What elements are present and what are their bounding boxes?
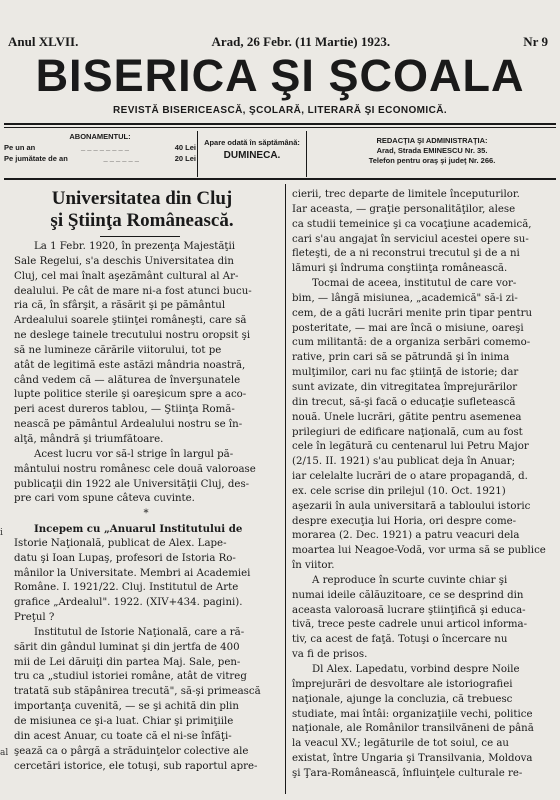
article-line: tratată sub stăpânirea trecută", să-şi primească xyxy=(14,686,261,698)
article-title xyxy=(12,188,272,232)
article-line: lupte politice sterile şi oareşicum spre a aco- xyxy=(14,389,247,401)
editorial-phone: Telefon pentru oraş şi judeţ Nr. 266. xyxy=(368,156,496,165)
article-line: fleteşti, de a ni reconstrui trecutul şi de a ni xyxy=(292,248,520,260)
article-line: aşezarii în aula universitară a tabloului istoric xyxy=(292,500,531,512)
article-line: rative, prin cari să se pătrundă şi în inima xyxy=(292,352,510,364)
article-right-column xyxy=(292,188,554,782)
article-left-column xyxy=(14,240,278,774)
article-line: datu şi Ioan Lupaş, profesori de Istoria Ro- xyxy=(14,552,236,564)
box-divider-right xyxy=(306,131,307,177)
header-rule-top xyxy=(4,123,556,125)
article-line: ria că, în sfârşit, a răsărit şi pe pământul xyxy=(14,300,226,312)
margin-mark: i xyxy=(0,528,3,538)
article-title-line1: Universitatea din Cluj xyxy=(51,188,233,209)
article-line: cierii, trec departe de limitele începuturilor. xyxy=(292,189,520,200)
subscription-dots: _ _ _ _ _ _ _ _ xyxy=(81,143,129,152)
masthead-subtitle: REVISTĂ BISERICEASCĂ, ŞCOLARĂ, LITERARĂ ŞI ECONOMICĂ. xyxy=(113,105,447,116)
article-line: Tocmai de aceea, institutul de care vor- xyxy=(312,278,517,290)
subscription-box xyxy=(4,132,196,163)
article-line: mii de Lei dăruiţi din partea Maj. Sale, pen- xyxy=(14,656,241,668)
subscription-row xyxy=(4,143,196,152)
article-line: prilegiuri de edificare naţională, cum au fost xyxy=(292,426,523,438)
article-line: şi Ţara-Românească, înfluinţele culturale re- xyxy=(292,767,523,779)
article-line: Acest lucru vor să-l strige în largul pă- xyxy=(34,448,234,460)
article-line: mântului nostru românesc cele două valoroase xyxy=(14,463,256,475)
editorial-address: Arad, Strada EMINESCU Nr. 35. xyxy=(376,146,488,155)
article-line: mânilor la Universitate. Membri ai Academiei xyxy=(14,567,251,579)
article-line: existat, între Ungaria şi Transilvania, Moldova xyxy=(292,753,533,765)
article-line: Sale Regelui, s'a deschis Universitatea din xyxy=(14,255,234,267)
article-line: numai ideile călăuzitoare, ce se desprind din xyxy=(292,589,524,601)
article-line: (2/15. II. 1921) s'au publicat deja în Anuar; xyxy=(292,456,516,468)
article-line: La 1 Febr. 1920, în prezenţa Majestăţii xyxy=(34,241,236,252)
article-line: de misiunea ce şi-a luat. Chiar şi primiţiile xyxy=(14,716,234,727)
margin-mark: al xyxy=(0,748,9,758)
article-line: iar celelalte lucrări de o atare propagandă, d. xyxy=(292,471,528,483)
column-divider xyxy=(285,184,286,794)
article-line: ex. cele scrise din prilejul (10. Oct. 1921) xyxy=(292,485,506,497)
article-line: moartea lui Neagoe-Vodă, vor urma să se publice xyxy=(292,545,546,557)
issue-number: Nr 9 xyxy=(523,34,548,49)
article-line: Iar aceasta, — graţie personalităţilor, alese xyxy=(292,203,516,215)
article-line: să ne lumineze cărările viitorului, tot pe xyxy=(14,344,222,356)
publication-schedule-box xyxy=(200,138,304,161)
article-line: tiv, ca acest de faţă. Totuşi o încercare nu xyxy=(292,634,508,646)
article-line: A reproduce în scurte cuvinte chiar şi xyxy=(312,574,508,586)
article-line: va fi de prisos. xyxy=(292,649,368,661)
article-line: atât de legitimă este astăzi mândria noastră, xyxy=(14,359,246,371)
article-line: împrejurări de desvoltare ale istoriografiei xyxy=(292,678,513,690)
article-line: ne deslege tainele trecutului nostru oropsit şi xyxy=(14,330,251,342)
article-line: sărit din gândul luminat şi din jertfa de 400 xyxy=(14,641,240,653)
article-line: în viitor. xyxy=(292,560,335,572)
title-underline xyxy=(100,236,180,237)
article-line: Preţul ? xyxy=(14,612,55,624)
issue-date: Arad, 26 Febr. (11 Martie) 1923. xyxy=(211,34,391,49)
article-line: publicaţii din 1922 ale Universităţii Cluj, des- xyxy=(14,478,250,490)
article-line: sunt avizate, din vitregitatea împrejurărilor xyxy=(292,381,518,393)
article-line: despre execuţia lui Horia, ori despre come- xyxy=(292,515,517,527)
editorial-heading: REDACŢIA ŞI ADMINISTRAŢIA: xyxy=(376,136,488,145)
article-line: când vedem că — alăturea de înverşunatele xyxy=(14,374,241,386)
article-line: Istorie Naţională, publicat de Alex. Lape- xyxy=(14,537,227,549)
header-rule-top-thin xyxy=(4,127,556,128)
article-line: Cluj, cel mai înalt aşezământ cultural al Ar- xyxy=(14,270,239,282)
article-line: nească pe pământul Ardealului nostru se în- xyxy=(14,419,243,431)
volume-year: Anul XLVII. xyxy=(8,34,79,49)
article-line: din acest Anuar, cu toate că el ni-se înfăţi- xyxy=(14,730,232,742)
article-line: naţionale, ajunge la concluzia, că trebuesc xyxy=(292,693,513,705)
subscription-row xyxy=(4,154,196,163)
article-line: studiate, mai întâi: organizaţiile vechi, politice xyxy=(292,708,533,720)
header-rule-bottom xyxy=(4,178,556,180)
article-line: bim, — lângă misiunea, „academică" să-i zi- xyxy=(292,292,518,304)
article-line: nouă. Unele lucrări, gătite pentru asemenea xyxy=(292,411,522,423)
article-line: cele în legătură cu centenarul lui Petru Major xyxy=(292,441,529,453)
article-line: ca studii temeinice şi ca vocaţiune academică, xyxy=(292,218,532,230)
article-line: tru ca „studiul istoriei române, atât de vitreg xyxy=(14,671,247,683)
schedule-day: DUMINECA. xyxy=(223,150,281,161)
article-line: pre cari vom spune câteva cuvinte. xyxy=(14,493,195,505)
article-line: Incepem cu „Anuarul Institutului de xyxy=(34,523,243,536)
article-line: importanţa cuvenită, — se şi achită din plin xyxy=(14,701,239,713)
subscription-heading: ABONAMENTUL: xyxy=(69,132,131,141)
article-line: cem, de a găti lucrări menite prin tipar pentru xyxy=(292,307,533,319)
article-line: la veacul XV.; legăturile de tot soiul, ce au xyxy=(292,738,509,750)
subscription-dots: _ _ _ _ _ _ xyxy=(103,154,139,163)
article-line: lămuri şi îndruma conştiinţa românească. xyxy=(292,263,508,275)
article-line: şează ca o pârgă a străduinţelor colective ale xyxy=(14,745,249,757)
article-title-line2: şi Ştiinţa Românească. xyxy=(50,210,234,231)
article-line: grafice „Ardealul". 1922. (XIV+434. pagini). xyxy=(14,597,243,609)
subscription-price: 40 Lei xyxy=(174,143,196,152)
article-line: din trecut, să-şi facă o educaţie sufletească xyxy=(292,396,516,408)
article-line: cercetări istorice, ele totuşi, sub raportul apre- xyxy=(14,760,258,772)
issue-info-line xyxy=(8,34,548,50)
article-line: morarea (2. Dec. 1921) a patru veacuri dela xyxy=(292,530,520,542)
editorial-office-box xyxy=(308,135,556,165)
article-line: posteritate, — mai are încă o misiune, oareşi xyxy=(292,322,524,334)
article-line: tivă, trece peste cadrele unui articol informa- xyxy=(292,619,528,631)
masthead-title: BISERICA ŞI ŞCOALA xyxy=(35,50,525,101)
article-line: aceasta valoroasă lucrare ştiinţifică şi educa- xyxy=(292,604,526,616)
article-line: mulţimilor, cari nu fac ştiinţă de istorie; dar xyxy=(292,367,519,379)
article-line: * xyxy=(143,508,149,520)
article-line: naţionale, ale Românilor transilvăneni de până xyxy=(292,723,534,735)
subscription-label: Pe un an xyxy=(4,143,36,152)
article-line: Române. I. 1921/22. Cluj. Institutul de Arte xyxy=(14,582,239,594)
box-divider-left xyxy=(197,131,198,177)
article-line: peri acest dureros tablou, — Ştiinţa Romă- xyxy=(14,404,235,416)
subscription-price: 20 Lei xyxy=(174,154,196,163)
article-line: cari s'au angajat în serviciul acestei opere su- xyxy=(292,233,529,245)
subscription-label: Pe jumătate de an xyxy=(4,154,68,163)
article-line: Institutul de Istorie Naţională, care a ră- xyxy=(34,626,245,638)
article-line: cum militantă: de a organiza serbări comemo- xyxy=(292,337,531,349)
article-line: alţă, mândră şi triumfătoare. xyxy=(14,433,164,445)
article-line: Dl Alex. Lapedatu, vorbind despre Noile xyxy=(312,664,520,675)
schedule-label: Apare odată în săptămână: xyxy=(204,138,300,147)
article-line: dealului. Pe cât de mare ni-a fost atunci bucu- xyxy=(14,285,252,297)
article-line: Ardealului soarele ştiinţei româneşti, care să xyxy=(14,315,247,327)
